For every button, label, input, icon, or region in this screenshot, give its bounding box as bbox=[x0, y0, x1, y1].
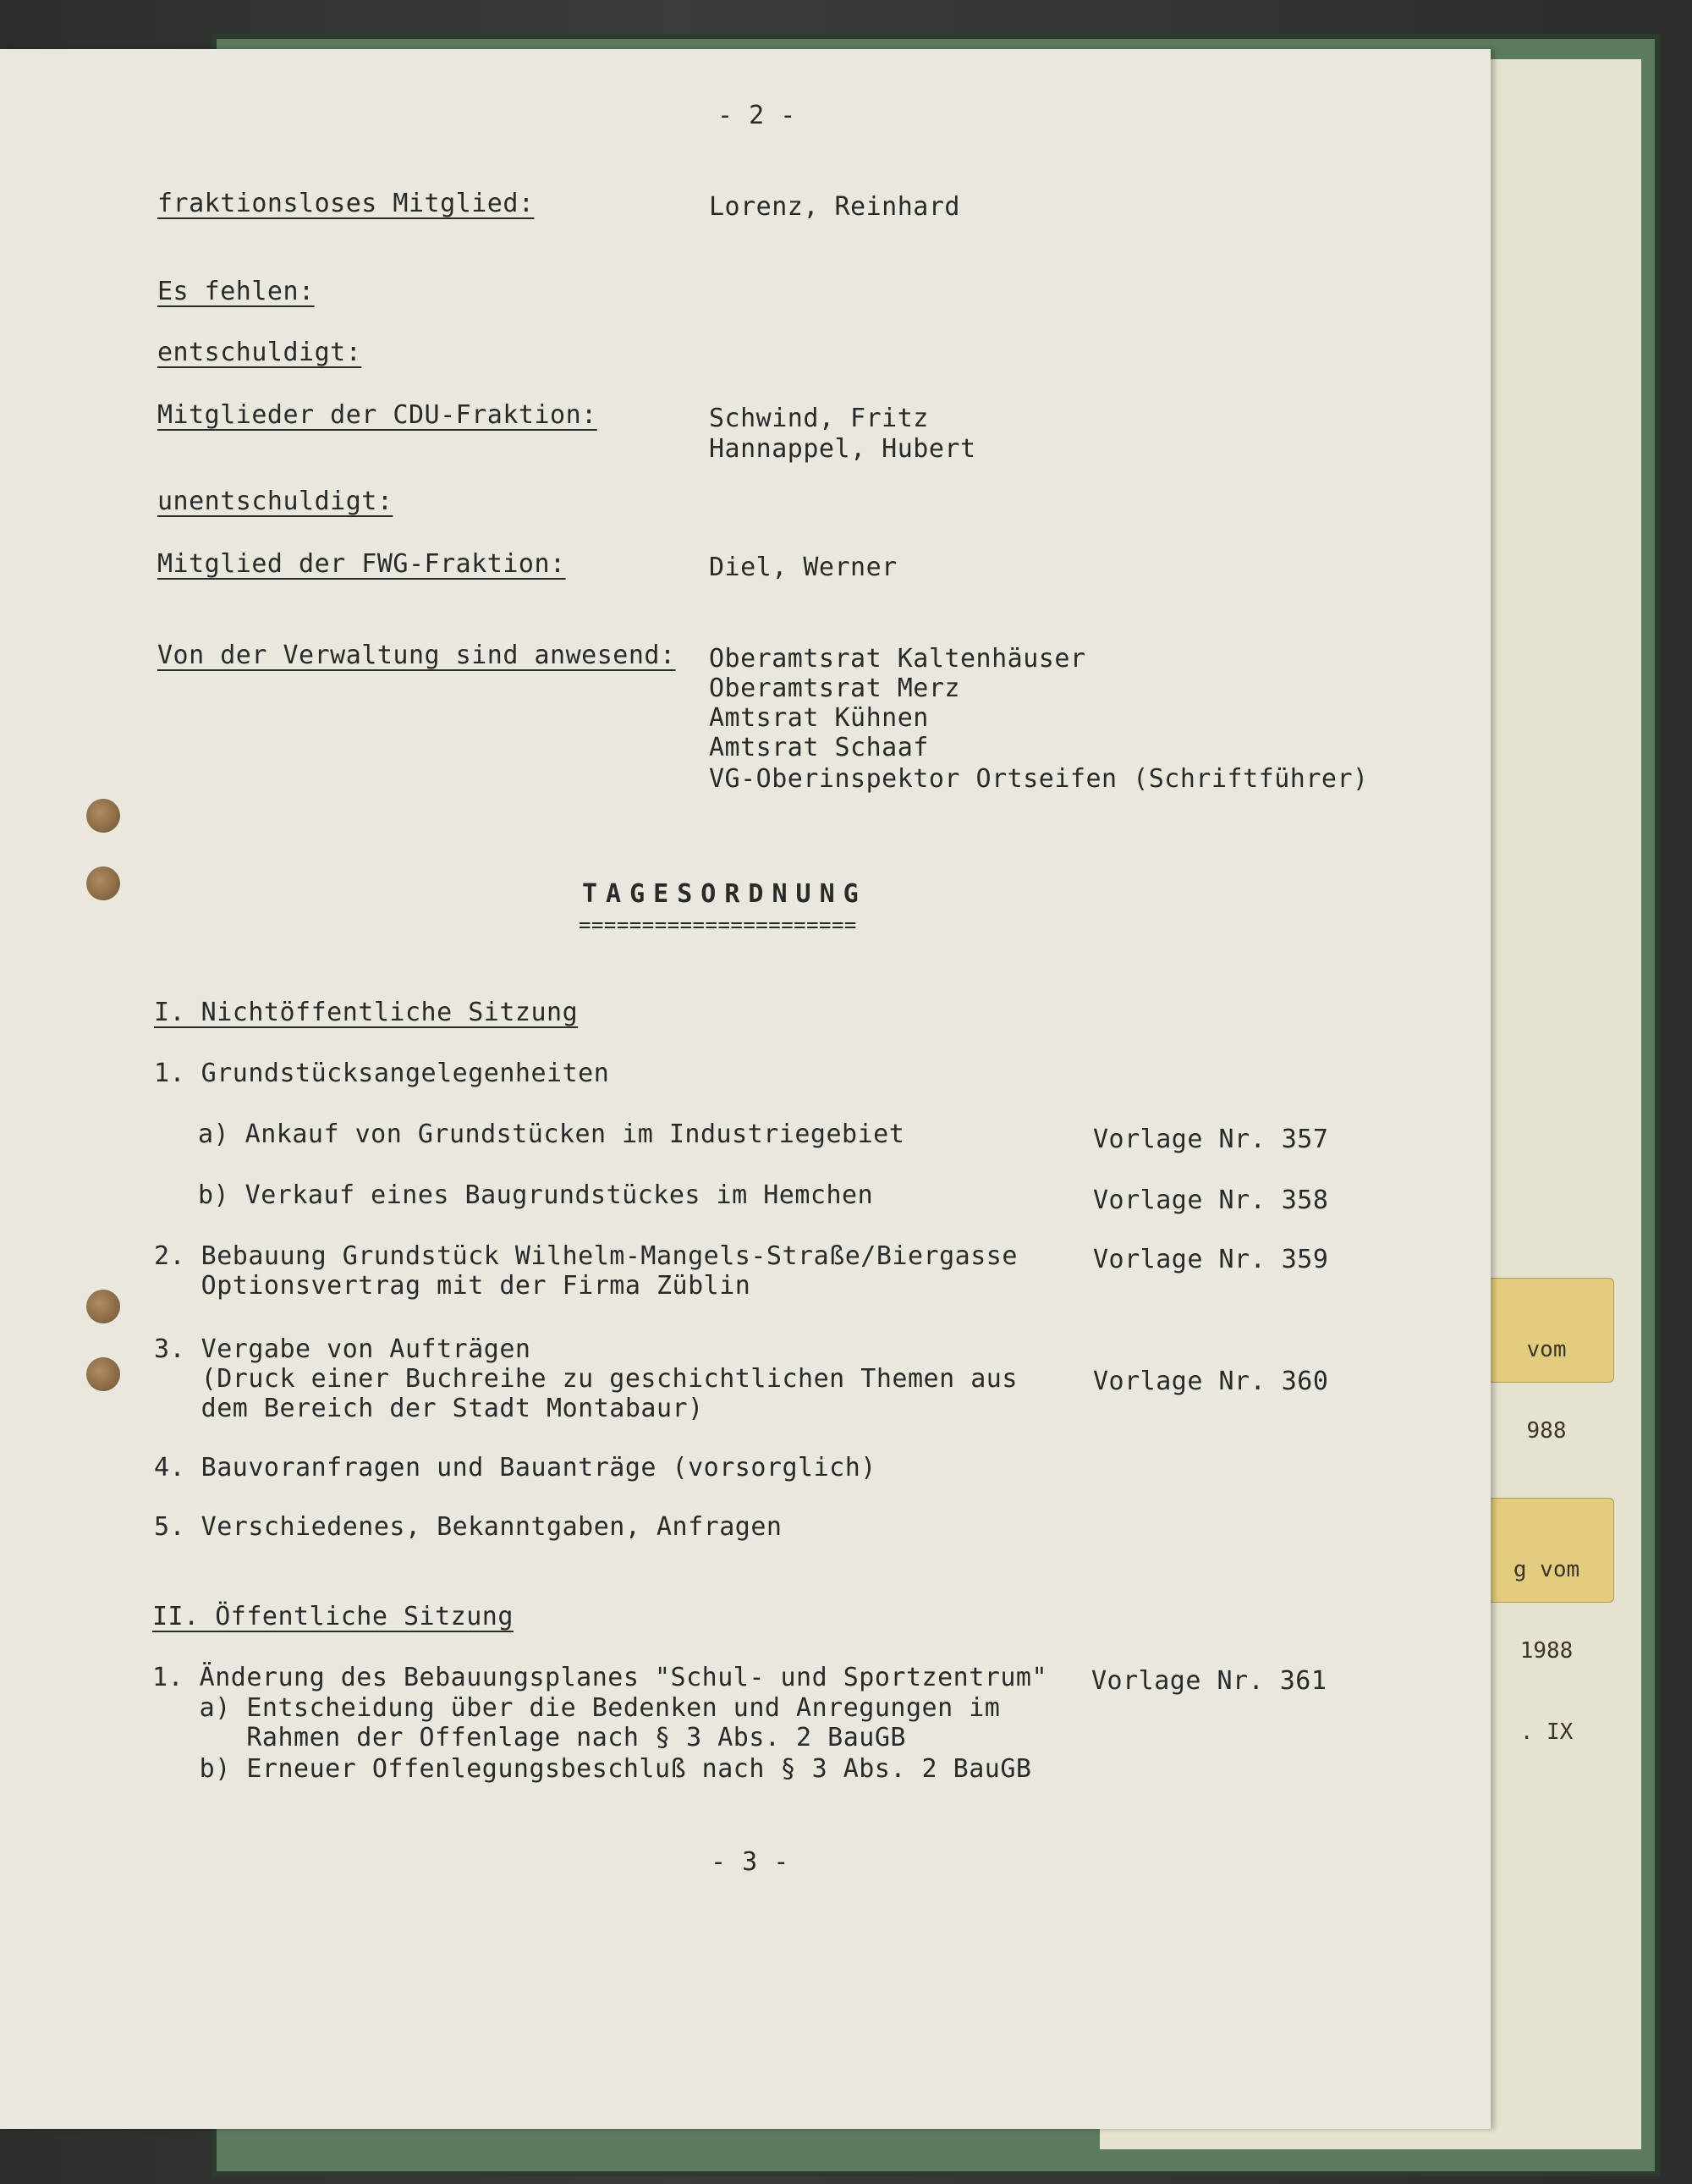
index-tab-2 bbox=[1479, 1498, 1614, 1745]
index-tab-2-line: . IX bbox=[1519, 1719, 1574, 1745]
name-verwaltung: VG-Oberinspektor Ortseifen (Schriftführer) bbox=[709, 764, 1369, 794]
name-fwg: Diel, Werner bbox=[709, 553, 898, 582]
agenda-title: TAGESORDNUNG bbox=[582, 879, 867, 909]
name-cdu: Hannappel, Hubert bbox=[709, 434, 976, 464]
name-verwaltung: Amtsrat Kühnen bbox=[709, 703, 929, 733]
label-fraktionslos: fraktionsloses Mitglied: bbox=[157, 189, 535, 218]
agenda-item: 3. Vergabe von Aufträgen bbox=[154, 1334, 531, 1364]
agenda-item-line: (Druck einer Buchreihe zu geschichtlichen Themen aus bbox=[154, 1364, 1018, 1394]
agenda-item-line: b) Erneuer Offenlegungsbeschluß nach § 3 Abs. 2 BauGB bbox=[152, 1754, 1032, 1784]
agenda-subitem: a) Ankauf von Grundstücken im Industriegebiet bbox=[198, 1120, 905, 1149]
index-tab-1 bbox=[1479, 1278, 1614, 1444]
section-heading: I. Nichtöffentliche Sitzung bbox=[154, 998, 579, 1027]
agenda-item-line: Optionsvertrag mit der Firma Züblin bbox=[154, 1271, 751, 1301]
agenda-subitem: b) Verkauf eines Baugrundstückes im Hemchen bbox=[198, 1180, 874, 1210]
label-cdu: Mitglieder der CDU-Fraktion: bbox=[157, 400, 597, 430]
agenda-item-line: dem Bereich der Stadt Montabaur) bbox=[154, 1394, 704, 1423]
agenda-item: 4. Bauvoranfragen und Bauanträge (vorsorglich) bbox=[154, 1453, 876, 1483]
index-tab-2-line: 1988 bbox=[1519, 1638, 1574, 1664]
vorlage-ref: Vorlage Nr. 359 bbox=[1093, 1245, 1329, 1274]
vorlage-ref: Vorlage Nr. 360 bbox=[1093, 1367, 1329, 1396]
agenda-item: 5. Verschiedenes, Bekanntgaben, Anfragen bbox=[154, 1512, 783, 1542]
agenda-item-line: Rahmen der Offenlage nach § 3 Abs. 2 BauGB bbox=[152, 1723, 906, 1752]
name-verwaltung: Oberamtsrat Merz bbox=[709, 674, 960, 703]
agenda-item: 2. Bebauung Grundstück Wilhelm-Mangels-Straße/Biergasse bbox=[154, 1241, 1018, 1271]
label-fwg: Mitglied der FWG-Fraktion: bbox=[157, 549, 566, 579]
page-number-top: - 2 - bbox=[717, 101, 796, 130]
vorlage-ref: Vorlage Nr. 357 bbox=[1093, 1125, 1329, 1154]
agenda-title-rule: ====================== bbox=[579, 913, 857, 937]
name-fraktionslos: Lorenz, Reinhard bbox=[709, 192, 960, 222]
punch-hole bbox=[86, 866, 120, 900]
index-tab-1-line: vom bbox=[1526, 1337, 1567, 1362]
page-number-bottom: - 3 - bbox=[711, 1847, 789, 1877]
section-heading: II. Öffentliche Sitzung bbox=[152, 1602, 514, 1631]
name-verwaltung: Amtsrat Schaaf bbox=[709, 733, 929, 762]
vorlage-ref: Vorlage Nr. 358 bbox=[1093, 1186, 1329, 1215]
label-verwaltung: Von der Verwaltung sind anwesend: bbox=[157, 641, 676, 670]
index-tab-2-line: g vom bbox=[1513, 1557, 1580, 1582]
punch-hole bbox=[86, 1357, 120, 1391]
name-cdu: Schwind, Fritz bbox=[709, 404, 929, 433]
document-page bbox=[0, 49, 1491, 2129]
index-tab-1-line: 988 bbox=[1526, 1418, 1567, 1444]
punch-hole bbox=[86, 1290, 120, 1323]
label-unentschuldigt: unentschuldigt: bbox=[157, 487, 393, 516]
label-entschuldigt: entschuldigt: bbox=[157, 338, 362, 367]
agenda-item-line: a) Entscheidung über die Bedenken und Anregungen im bbox=[152, 1693, 1001, 1723]
agenda-item: 1. Grundstücksangelegenheiten bbox=[154, 1059, 610, 1088]
name-verwaltung: Oberamtsrat Kaltenhäuser bbox=[709, 644, 1086, 674]
punch-hole bbox=[86, 799, 120, 833]
vorlage-ref: Vorlage Nr. 361 bbox=[1091, 1666, 1327, 1696]
label-es-fehlen: Es fehlen: bbox=[157, 277, 315, 306]
agenda-item: 1. Änderung des Bebauungsplanes "Schul- und Sportzentrum" bbox=[152, 1663, 1048, 1692]
